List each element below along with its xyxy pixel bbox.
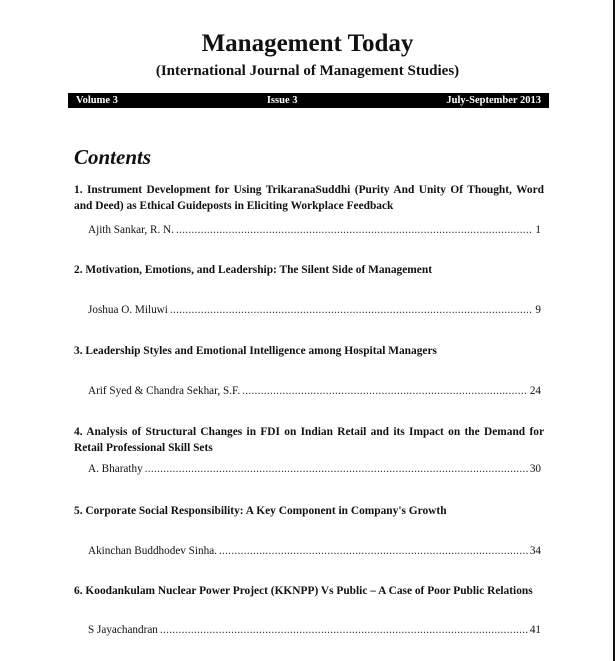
journal-title: Management Today — [201, 30, 414, 57]
entry-meta — [88, 624, 541, 638]
entry-title[interactable]: 6. Koodankulam Nuclear Power Project (KKNPP) Vs Public – A Case of Poor Public Relations — [74, 585, 533, 597]
entry-title[interactable]: 4. Analysis of Structural Changes in FDI on Indian Retail and its Impact on the Demand for Retail Professional Skill Sets — [74, 426, 544, 454]
entry-title[interactable]: 5. Corporate Social Responsibility: A Key Component in Company's Growth — [74, 505, 447, 517]
contents-heading: Contents — [74, 145, 152, 169]
entry-page-number[interactable]: 34 — [529, 545, 541, 557]
dot-leader — [176, 224, 533, 236]
entry-page-number[interactable]: 24 — [529, 385, 541, 397]
volume-label: Volume 3 — [76, 95, 118, 106]
journal-subtitle: (International Journal of Management Studies) — [155, 63, 460, 79]
entry-meta — [88, 545, 541, 559]
entry-authors: A. Bharathy — [88, 463, 143, 475]
entry-title[interactable]: 1. Instrument Development for Using TrikaranaSuddhi (Purity And Unity Of Thought, Word and Deed) as Ethical Guideposts in Eliciting Workplace Feedback — [74, 184, 544, 212]
entry-title[interactable]: 2. Motivation, Emotions, and Leadership: The Silent Side of Management — [74, 264, 432, 276]
period-label: July-September 2013 — [446, 95, 541, 106]
issue-label: Issue 3 — [266, 95, 298, 106]
entry-authors: Ajith Sankar, R. N. — [88, 224, 174, 236]
entry-title[interactable]: 3. Leadership Styles and Emotional Intelligence among Hospital Managers — [74, 345, 437, 357]
entry-authors: Joshua O. Miluwi — [88, 304, 168, 316]
dot-leader — [170, 304, 534, 316]
entry-page-number[interactable]: 41 — [529, 624, 541, 636]
dot-leader — [242, 385, 528, 397]
dot-leader — [219, 545, 528, 557]
entry-authors: S Jayachandran — [88, 624, 158, 636]
entry-meta — [88, 224, 541, 238]
entry-page-number[interactable]: 9 — [535, 304, 541, 316]
dot-leader — [145, 463, 528, 475]
entry-page-number[interactable]: 1 — [535, 224, 541, 236]
entry-meta — [88, 385, 541, 399]
entry-meta — [88, 463, 541, 477]
entry-meta — [88, 304, 541, 318]
entry-authors: Arif Syed & Chandra Sekhar, S.F. — [88, 385, 241, 397]
issue-bar — [68, 93, 549, 108]
entry-authors: Akinchan Buddhodev Sinha. — [88, 545, 217, 557]
dot-leader — [160, 624, 528, 636]
entry-page-number[interactable]: 30 — [529, 463, 541, 475]
